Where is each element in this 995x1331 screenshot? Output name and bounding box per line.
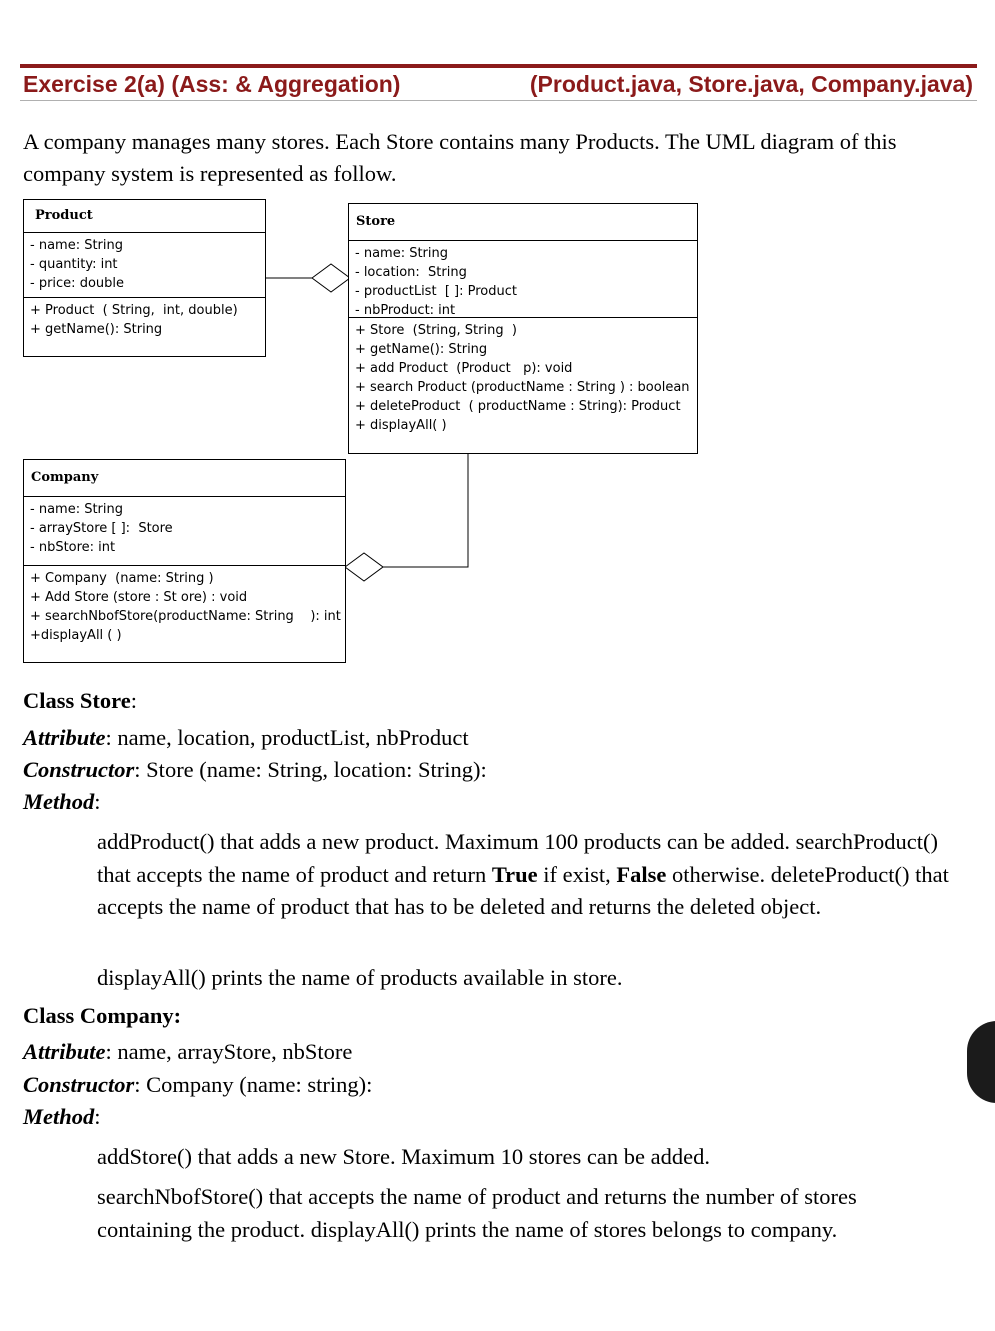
store-display-description: displayAll() prints the name of products available in store. (97, 965, 623, 990)
store-attribute: - name: String (355, 246, 448, 261)
store-method: + getName(): String (355, 342, 488, 357)
product-attribute: - price: double (30, 276, 124, 291)
uml-company-class (23, 459, 346, 663)
exercise-files: (Product.java, Store.java, Company.java) (529, 71, 973, 97)
store-method: + search Product (productName : String ) : boolean (355, 380, 690, 395)
header-top-rule (20, 64, 977, 68)
company-method: +displayAll ( ) (30, 628, 122, 643)
company-method: + Company (name: String ) (30, 571, 214, 586)
company-attribute: - name: String (30, 502, 123, 517)
company-search-description: searchNbofStore() that accepts the name of product and returns the number of stores containing the product. displayAll() prints the name of stores belongs to company. (97, 1184, 857, 1242)
company-attribute: - nbStore: int (30, 540, 116, 555)
company-method: + Add Store (store : St ore) : void (30, 590, 248, 605)
product-attribute: - quantity: int (30, 257, 118, 272)
product-class-title: Product (24, 200, 265, 233)
company-constructor-row: Constructor: Company (name: string): (23, 1072, 373, 1097)
store-section-title: Class Store: (23, 688, 137, 713)
store-attribute: - productList [ ]: Product (355, 284, 517, 299)
product-method: + Product ( String, int, double) (30, 303, 238, 318)
store-attribute: - location: String (355, 265, 467, 280)
intro-paragraph: A company manages many stores. Each Store contains many Products. The UML diagram of this company system is represented as follow. (23, 129, 897, 186)
company-method: + searchNbofStore(productName: String ): int (30, 609, 341, 624)
company-attributes (24, 497, 345, 565)
company-addstore-description: addStore() that adds a new Store. Maximum 10 stores can be added. (97, 1144, 710, 1169)
store-method-row: Method: (23, 789, 101, 814)
company-methods (24, 565, 345, 648)
store-attributes (349, 241, 697, 317)
product-method: + getName(): String (30, 322, 163, 337)
company-attribute: - arrayStore [ ]: Store (30, 521, 173, 536)
company-method-row: Method: (23, 1104, 101, 1129)
product-attribute: - name: String (30, 238, 123, 253)
store-method: + deleteProduct ( productName : String): Product (355, 399, 681, 414)
uml-product-class (23, 199, 266, 357)
side-scroll-handle[interactable] (967, 1021, 995, 1103)
product-attributes (24, 233, 265, 297)
product-methods (24, 297, 265, 342)
store-method: + add Product (Product p): void (355, 361, 573, 376)
exercise-title: Exercise 2(a) (Ass: & Aggregation) (23, 71, 401, 97)
company-class-title: Company (24, 460, 345, 497)
uml-store-class (348, 203, 698, 454)
store-methods (349, 317, 697, 438)
store-class-title: Store (349, 204, 697, 241)
store-aggregation-diamond (312, 264, 350, 292)
company-section-title: Class Company: (23, 1003, 182, 1028)
company-aggregation-diamond (345, 553, 383, 581)
company-attribute-row: Attribute: name, arrayStore, nbStore (23, 1039, 353, 1064)
store-method-description: addProduct() that adds a new product. Maximum 100 products can be added. searchProduct() that accepts the name of product and return True if exist, False otherwise. deleteProduct() that accepts the name of product that has to be deleted and returns the deleted object. (97, 829, 949, 919)
header-bottom-rule (20, 100, 977, 101)
store-attribute-row: Attribute: name, location, productList, nbProduct (23, 725, 469, 750)
store-constructor-row: Constructor: Store (name: String, location: String): (23, 757, 487, 782)
store-attribute: - nbProduct: int (355, 303, 456, 318)
store-method: + displayAll( ) (355, 418, 447, 433)
store-method: + Store (String, String ) (355, 323, 517, 338)
store-company-association (383, 453, 468, 567)
